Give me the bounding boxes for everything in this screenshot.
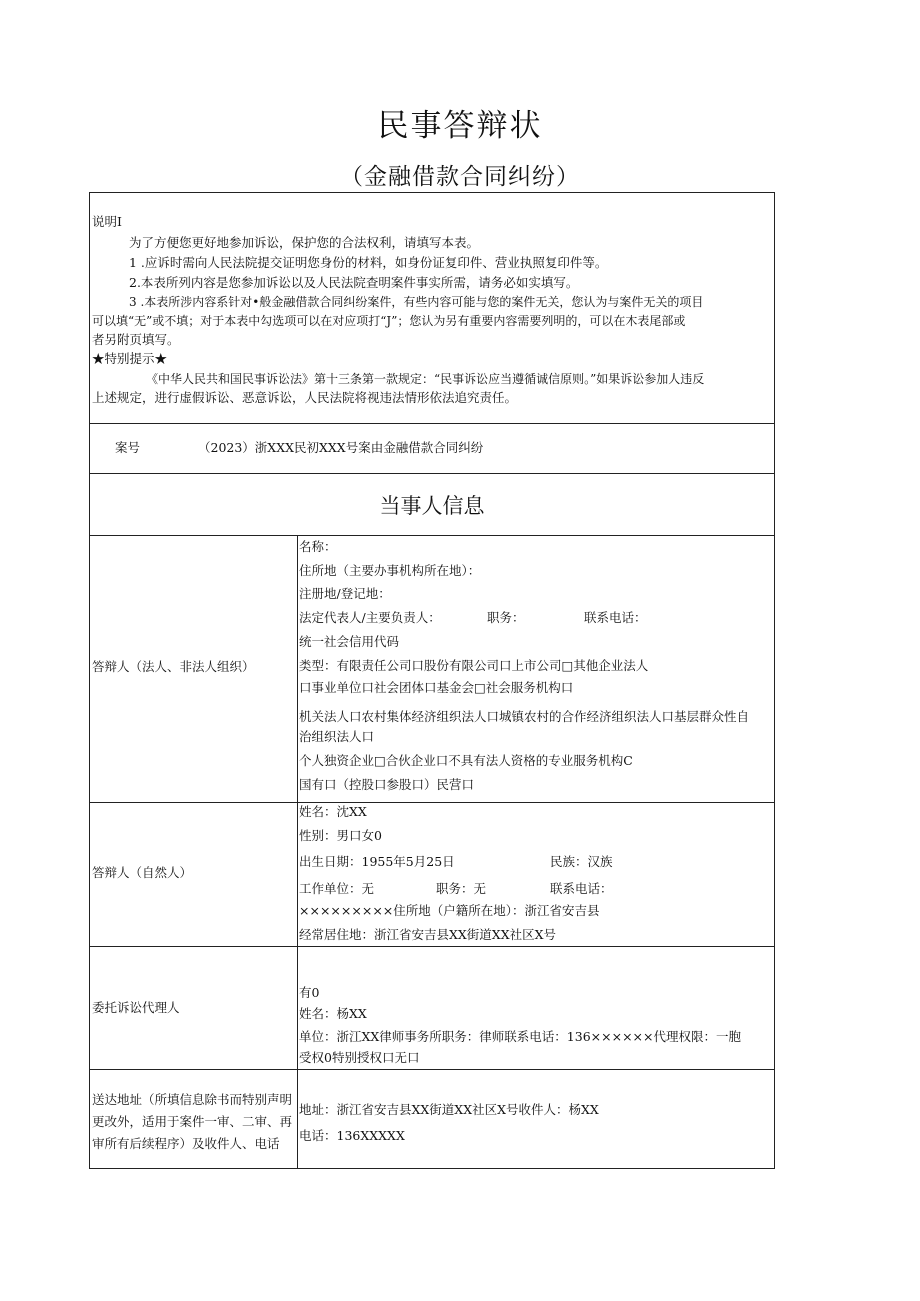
agent-detail-line-1: 单位：浙江XX律师事务所职务：律师联系电话：136××××××代理权限：一胞 (299, 1029, 741, 1044)
document-subtitle: （金融借款合同纠纷） (340, 164, 580, 190)
instructions-item-3-line-2: 可以填“无”或不填；对于本表中勾选项可以在对应项打“J”；您认为另有重要内容需要列明的，可以在木表尾部或 (92, 314, 686, 328)
agent-has-field: 有0 (299, 985, 320, 1000)
delivery-phone-field: 电话：136XXXXX (299, 1128, 405, 1143)
delivery-row (90, 1070, 774, 1169)
respondent-org-label: 答辩人（法人、非法人组织） (92, 659, 255, 674)
org-position-field: 职务： (487, 610, 525, 625)
person-gender-field: 性别：男口女0 (299, 828, 382, 843)
special-notice-line-1: 《中华人民共和国民事诉讼法》第十三条第一款规定：“民事诉讼应当遵循诚信原则。”如果诉讼参加人违反 (146, 372, 705, 386)
agent-detail-line-2: 受权0特别授权口无口 (299, 1050, 420, 1065)
org-address-field: 住所地（主要办事机构所在地）： (299, 563, 481, 578)
org-type-line-4: 治组织法人口 (299, 729, 375, 744)
org-type-line-3: 机关法人口农村集体经济组织法人口城镇农村的合作经济组织法人口基层群众性自 (299, 709, 750, 724)
org-type-line-2: 口事业单位口社会团体口基金会□社会服务机构口 (299, 680, 574, 695)
respondent-person-row (90, 803, 774, 946)
org-phone-field: 联系电话： (584, 610, 647, 625)
person-position-field: 职务：无 (436, 881, 487, 896)
instructions-item-3-line-3: 者另附页填写。 (92, 332, 180, 347)
person-domicile-field: ×××××××××住所地（户籍所在地）：浙江省安吉县 (299, 903, 600, 918)
form-table (89, 192, 775, 1169)
special-notice-heading: ★特别提示★ (92, 351, 168, 366)
person-work-field: 工作单位：无 (299, 881, 375, 896)
delivery-label-line-1: 送达地址（所填信息除书而特别声明 (92, 1092, 293, 1107)
instructions-heading: 说明I (92, 214, 122, 229)
person-phone-field: 联系电话： (550, 881, 613, 896)
person-residence-field: 经常居住地：浙江省安吉县XX街道XX社区X号 (299, 927, 556, 942)
divider (90, 473, 774, 474)
org-type-line-1: 类型：有限责任公司口股份有限公司口上市公司□其他企业法人 (299, 658, 649, 673)
case-value: （2023）浙XXX民初XXX号案由金融借款合同纠纷 (198, 440, 484, 455)
party-section-title: 当事人信息 (379, 494, 485, 518)
org-credit-code-field: 统一社会信用代码 (299, 634, 400, 649)
agent-label: 委托诉讼代理人 (92, 1000, 180, 1015)
case-row (90, 424, 774, 473)
org-registration-field: 注册地/登记地： (299, 586, 391, 601)
respondent-org-row (90, 536, 774, 802)
org-type-line-5: 个人独资企业□合伙企业口不具有法人资格的专业服务机构C (299, 753, 633, 768)
org-ownership-line: 国有口（控股口参股口）民营口 (299, 777, 475, 792)
instructions-item-1: 1 .应诉时需向人民法院提交证明您身份的材料，如身份证复印件、营业执照复印件等。 (129, 255, 608, 270)
org-name-field: 名称： (299, 539, 337, 554)
delivery-label-line-2: 更改外，适用于案件一审、二审、再 (92, 1114, 293, 1129)
person-name-field: 姓名：沈XX (299, 804, 367, 819)
instructions-item-3-line-1: 3 .本表所涉内容系针对•般金融借款合同纠纷案件，有些内容可能与您的案件无关，您认为与案件无关的项目 (129, 295, 704, 309)
org-representative-field: 法定代表人/主要负责人： (299, 610, 441, 625)
person-birth-field: 出生日期：1955年5月25日 (299, 854, 455, 869)
delivery-address-field: 地址：浙江省安吉县XX街道XX社区X号收件人：杨XX (299, 1102, 599, 1117)
agent-name-field: 姓名：杨XX (299, 1006, 367, 1021)
special-notice-line-2: 上述规定，进行虚假诉讼、恶意诉讼，人民法院将视违法情形依法追究责任。 (92, 390, 518, 405)
case-label: 案号 (115, 440, 141, 455)
person-ethnicity-field: 民族：汉族 (550, 854, 613, 869)
instructions-section (90, 193, 774, 423)
respondent-person-label: 答辩人（自然人） (92, 865, 193, 880)
agent-row (90, 947, 774, 1069)
document-title: 民事答辩状 (377, 108, 543, 144)
instructions-item-2: 2.本表所列内容是您参加诉讼以及人民法院查明案件事实所需，请务必如实填写。 (129, 275, 579, 290)
instructions-intro: 为了方便您更好地参加诉讼，保护您的合法权利，请填写本表。 (129, 235, 480, 250)
delivery-label-line-3: 审所有后续程序）及收件人、电话 (92, 1136, 280, 1151)
